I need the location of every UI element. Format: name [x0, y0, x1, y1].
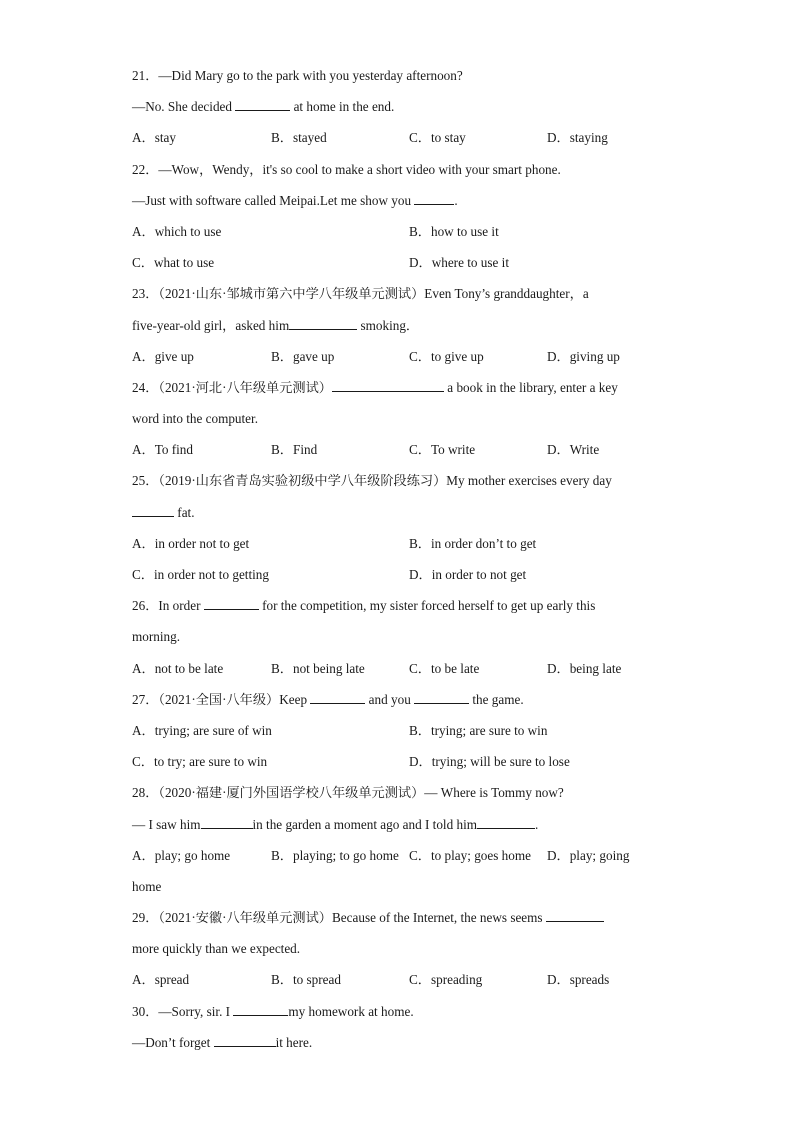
- question-29-line2: more quickly than we expected.: [132, 941, 301, 957]
- option-d[interactable]: D．Write: [547, 442, 600, 458]
- option-b[interactable]: B．to spread: [271, 972, 341, 988]
- option-d[interactable]: D．play; going: [547, 847, 630, 863]
- answer-blank[interactable]: [204, 596, 259, 610]
- question-23-stem: 23．（2021·山东·邹城市第六中学八年级单元测试）Even Tony’s granddaughter，a: [132, 286, 589, 302]
- option-a[interactable]: A．trying; are sure of win: [132, 722, 272, 738]
- question-sheet: [132, 60, 672, 1058]
- answer-blank[interactable]: [289, 316, 357, 330]
- question-28-stem: 28．（2020·福建·厦门外国语学校八年级单元测试）— Where is Tommy now?: [132, 785, 564, 801]
- option-a[interactable]: A．which to use: [132, 223, 222, 239]
- question-29-stem: 29．（2021·安徽·八年级单元测试）Because of the Internet, the news seems: [132, 902, 672, 933]
- question-23-options: [132, 341, 672, 372]
- question-30-line2: —Don’t forget it here.: [132, 1034, 313, 1050]
- option-a[interactable]: A．in order not to get: [132, 535, 250, 551]
- answer-blank[interactable]: [414, 191, 454, 205]
- option-c[interactable]: C．to give up: [409, 348, 484, 364]
- option-d[interactable]: D．in order to not get: [409, 567, 527, 582]
- option-b[interactable]: B．in order don’t to get: [409, 535, 537, 551]
- question-24-line2: word into the computer.: [132, 411, 258, 427]
- question-21-options: [132, 122, 672, 153]
- option-a[interactable]: A．stay: [132, 130, 176, 146]
- option-a[interactable]: A．spread: [132, 972, 190, 988]
- question-24-options: [132, 434, 672, 465]
- answer-blank[interactable]: [414, 690, 469, 704]
- answer-blank[interactable]: [132, 503, 174, 517]
- answer-blank[interactable]: [201, 815, 253, 829]
- option-b[interactable]: B．trying; are sure to win: [409, 722, 548, 738]
- option-a[interactable]: A．To find: [132, 442, 193, 458]
- answer-blank[interactable]: [332, 378, 444, 392]
- option-b[interactable]: B．not being late: [271, 660, 365, 676]
- question-28-options: [132, 840, 672, 871]
- question-26-line2: morning.: [132, 629, 180, 645]
- answer-blank[interactable]: [233, 1002, 288, 1016]
- question-27-stem: 27．（2021·全国·八年级）Keep and you the game.: [132, 691, 524, 707]
- option-b[interactable]: B．how to use it: [409, 223, 499, 239]
- option-d[interactable]: D．trying; will be sure to lose: [409, 754, 570, 770]
- option-c[interactable]: C．what to use: [132, 255, 215, 271]
- option-c[interactable]: C．to be late: [409, 660, 480, 676]
- question-25-stem: 25．（2019·山东省青岛实验初级中学八年级阶段练习）My mother exercises every day: [132, 473, 612, 489]
- answer-blank[interactable]: [235, 97, 290, 111]
- question-25-options-cd: [132, 559, 672, 590]
- question-30-stem: 30．—Sorry, sir. I my homework at home.: [132, 1003, 414, 1019]
- question-27-options-ab: [132, 715, 672, 746]
- question-28-option-wrap: home: [132, 878, 162, 894]
- option-a[interactable]: A．play; go home: [132, 847, 231, 863]
- question-22-options-ab: [132, 216, 672, 247]
- option-b[interactable]: B．gave up: [271, 348, 335, 364]
- option-d[interactable]: D．where to use it: [409, 255, 509, 271]
- option-a[interactable]: A．not to be late: [132, 660, 224, 676]
- question-25-options-ab: [132, 528, 672, 559]
- option-c[interactable]: C．in order not to getting: [132, 567, 269, 582]
- option-d[interactable]: D．spreads: [547, 972, 610, 988]
- question-28-line2: — I saw him in the garden a moment ago and I told him .: [132, 816, 539, 832]
- option-b[interactable]: B．playing; to go home: [271, 847, 399, 863]
- question-26-stem: 26．In order for the competition, my sister forced herself to get up early this: [132, 598, 596, 614]
- question-21-stem: 21．—Did Mary go to the park with you yesterday afternoon?: [132, 68, 463, 83]
- option-d[interactable]: D．staying: [547, 130, 608, 146]
- answer-blank[interactable]: [477, 815, 535, 829]
- question-27-options-cd: [132, 746, 672, 777]
- question-24-stem: 24．（2021·河北·八年级单元测试） a book in the library, enter a key: [132, 379, 618, 395]
- answer-blank[interactable]: [546, 908, 604, 922]
- option-a[interactable]: A．give up: [132, 348, 194, 364]
- option-c[interactable]: C．to play; goes home: [409, 847, 531, 863]
- question-23-line2: five-year-old girl，asked him smoking．: [132, 317, 420, 333]
- option-c[interactable]: C．to stay: [409, 130, 466, 146]
- question-21-line2: —No. She decided at home in the end.: [132, 99, 395, 115]
- question-25-line2: fat.: [132, 497, 672, 528]
- option-d[interactable]: D．being late: [547, 660, 622, 676]
- answer-blank[interactable]: [310, 690, 365, 704]
- answer-blank[interactable]: [214, 1033, 276, 1047]
- question-29-options: [132, 964, 672, 995]
- option-b[interactable]: B．Find: [271, 442, 318, 458]
- option-c[interactable]: C．spreading: [409, 972, 483, 988]
- option-c[interactable]: C．to try; are sure to win: [132, 754, 268, 770]
- option-d[interactable]: D．giving up: [547, 348, 620, 364]
- question-22-stem: 22．—Wow，Wendy，it's so cool to make a short video with your smart phone.: [132, 161, 561, 177]
- question-26-options: [132, 653, 672, 684]
- option-c[interactable]: C．To write: [409, 442, 476, 458]
- question-22-options-cd: [132, 247, 672, 278]
- question-22-line2: —Just with software called Meipai.Let me show you .: [132, 192, 458, 208]
- option-b[interactable]: B．stayed: [271, 130, 327, 146]
